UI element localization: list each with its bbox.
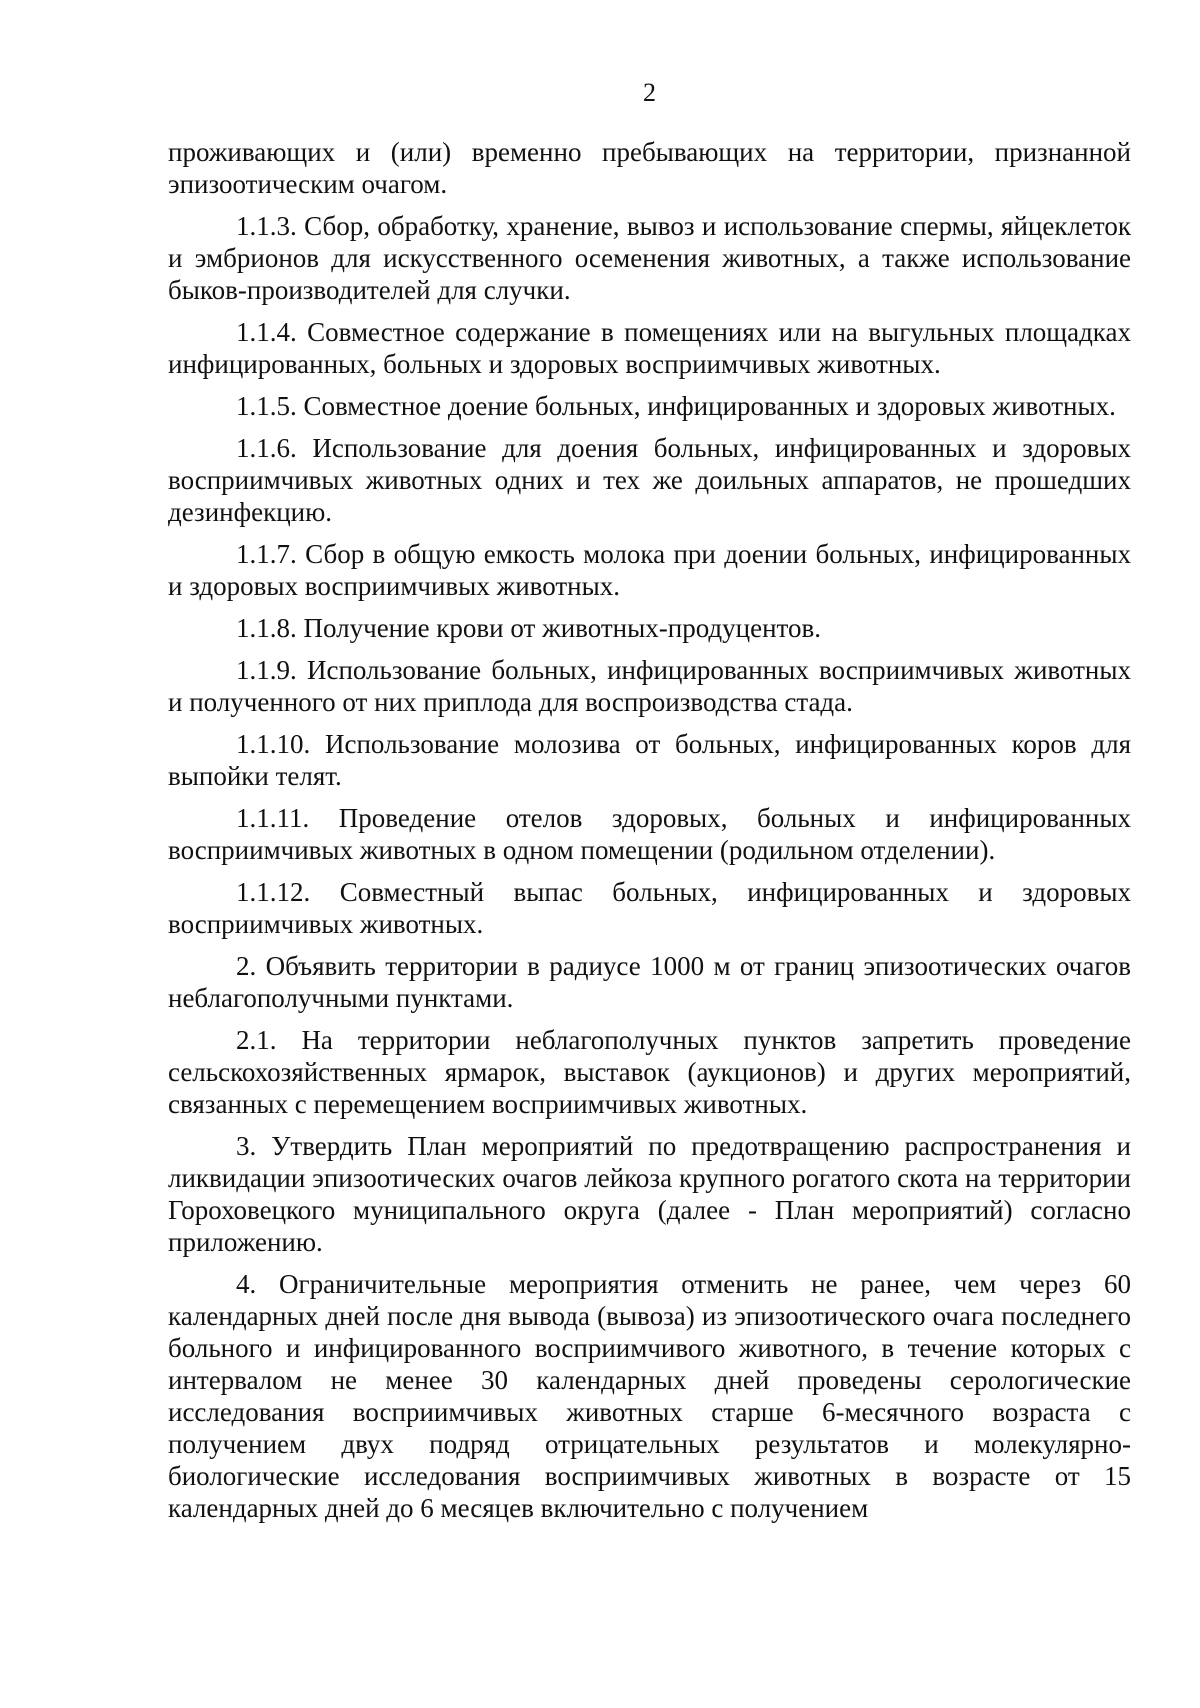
paragraph-2-1: 2.1. На территории неблагополучных пунктов запретить проведение сельскохозяйственных ярмарок, выставок (аукционов) и других мероприятий, связанных с перемещением восприимчивых животных. <box>168 1025 1131 1119</box>
paragraph-1-1-11: 1.1.11. Проведение отелов здоровых, больных и инфицированных восприимчивых животных в одном помещении (родильном отделении). <box>168 803 1131 865</box>
document-body <box>168 136 1131 1534</box>
paragraph-2: 2. Объявить территории в радиусе 1000 м от границ эпизоотических очагов неблагополучными пунктами. <box>168 951 1131 1013</box>
paragraph-1-1-5: 1.1.5. Совместное доение больных, инфицированных и здоровых животных. <box>236 391 1116 421</box>
paragraph-3: 3. Утвердить План мероприятий по предотвращению распространения и ликвидации эпизоотических очагов лейкоза крупного рогатого скота на территории Гороховецкого муниципального округа (далее - План мероприятий) согласно приложению. <box>168 1131 1131 1257</box>
paragraph-4: 4. Ограничительные мероприятия отменить не ранее, чем через 60 календарных дней после дня вывода (вывоза) из эпизоотического очага последнего больного и инфицированного восприимчивого животного, в течение которых с интервалом не менее 30 календарных дней проведены серологические исследования восприимчивых животных старше 6-месячного возраста с получением двух подряд отрицательных результатов и молекулярно-биологические исследования восприимчивых животных в возрасте от 15 календарных дней до 6 месяцев включительно с получением <box>168 1269 1131 1523</box>
paragraph-1-1-10: 1.1.10. Использование молозива от больных, инфицированных коров для выпойки телят. <box>168 729 1131 791</box>
paragraph-1-1-6: 1.1.6. Использование для доения больных, инфицированных и здоровых восприимчивых животных одних и тех же доильных аппаратов, не прошедших дезинфекцию. <box>168 433 1131 527</box>
page-number: 2 <box>643 78 656 107</box>
paragraph-1-1-12: 1.1.12. Совместный выпас больных, инфицированных и здоровых восприимчивых животных. <box>168 877 1131 939</box>
paragraph-1-1-9: 1.1.9. Использование больных, инфицированных восприимчивых животных и полученного от них приплода для воспроизводства стада. <box>168 655 1131 717</box>
paragraph-1-1-8: 1.1.8. Получение крови от животных-продуцентов. <box>236 613 821 643</box>
paragraph-1-1-4: 1.1.4. Совместное содержание в помещениях или на выгульных площадках инфицированных, больных и здоровых восприимчивых животных. <box>168 317 1131 379</box>
paragraph-1-1-7: 1.1.7. Сбор в общую емкость молока при доении больных, инфицированных и здоровых восприимчивых животных. <box>168 539 1131 601</box>
paragraph-1-1-3: 1.1.3. Сбор, обработку, хранение, вывоз и использование спермы, яйцеклеток и эмбрионов для искусственного осеменения животных, а также использование быков-производителей для случки. <box>168 211 1131 305</box>
paragraph-continuation: проживающих и (или) временно пребывающих на территории, признанной эпизоотическим очагом. <box>168 137 1131 199</box>
